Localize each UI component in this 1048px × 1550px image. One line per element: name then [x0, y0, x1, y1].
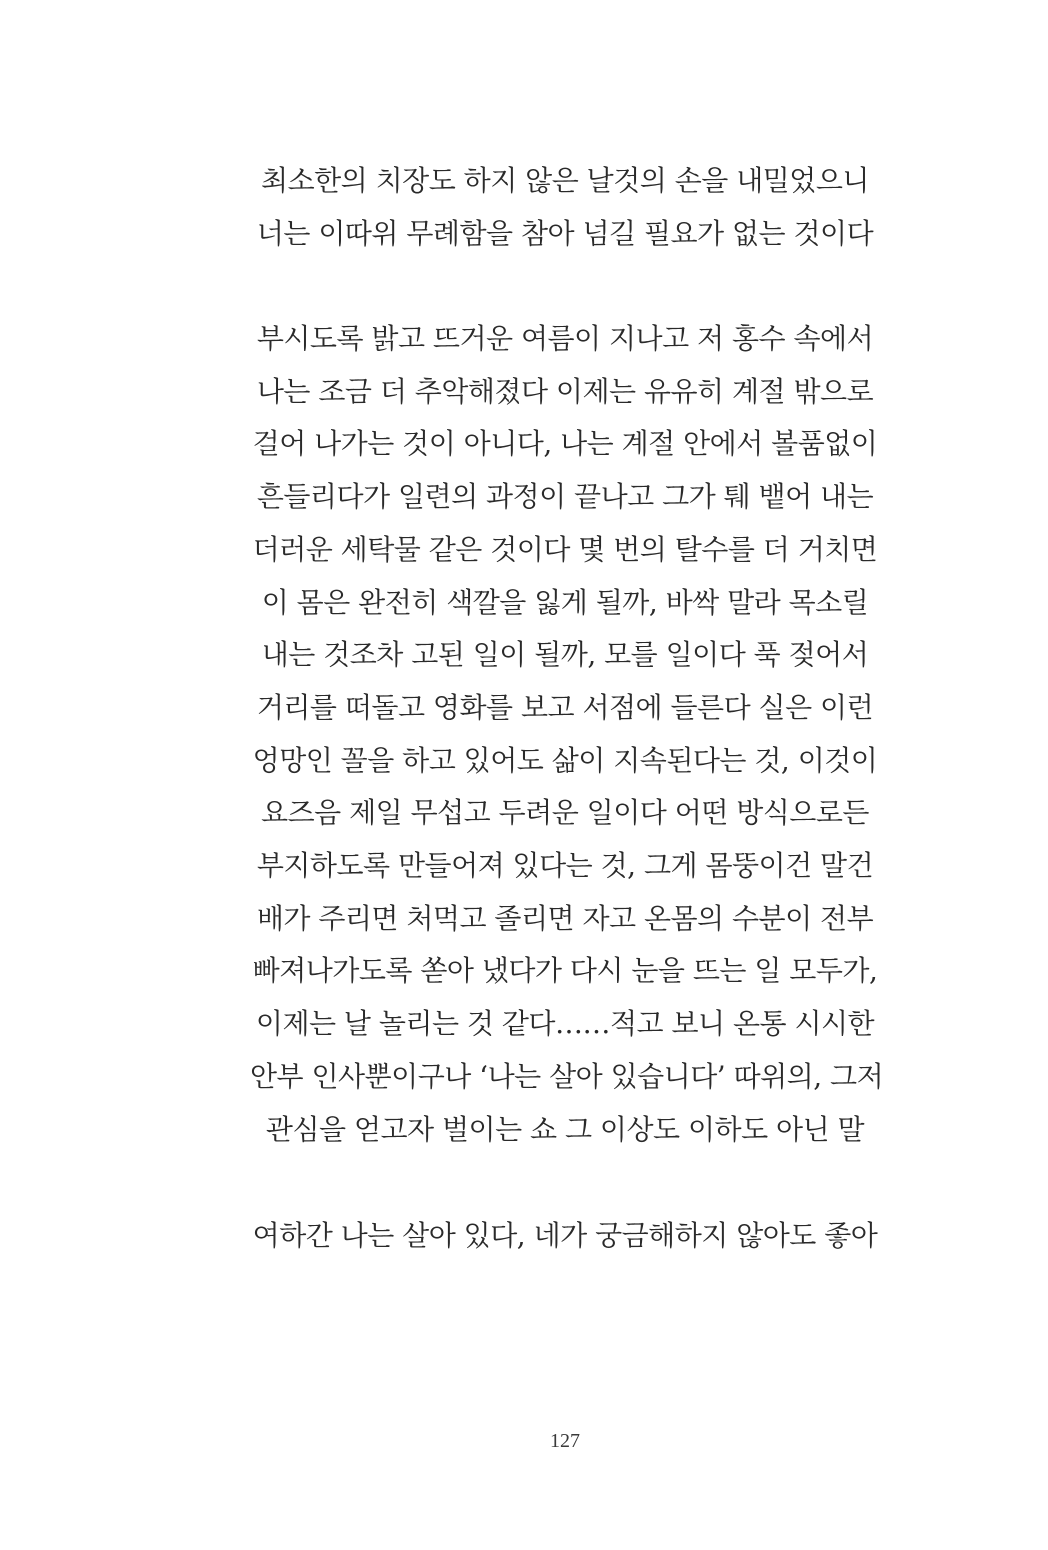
- poem-line: 관심을 얻고자 벌이는 쇼 그 이상도 이하도 아닌 말: [265, 1112, 865, 1146]
- poem-line: 더러운 세탁물 같은 것이다 몇 번의 탈수를 더 거치면: [252, 532, 878, 566]
- poem-line: 안부 인사뿐이구나 ‘나는 살아 있습니다’ 따위의, 그저: [250, 1059, 884, 1093]
- stanza-3: [250, 1210, 880, 1263]
- poem-line: 내는 것조차 고된 일이 될까, 모를 일이다 푹 젖어서: [261, 638, 869, 672]
- poem-line: 여하간 나는 살아 있다, 네가 궁금해하지 않아도 좋아: [252, 1219, 878, 1252]
- poem-line: 요즈음 제일 무섭고 두려운 일이다 어떤 방식으로든: [261, 796, 869, 830]
- poem-line: 너는 이따위 무례함을 참아 넘길 필요가 없는 것이다: [256, 216, 874, 250]
- poem-line: 배가 주리면 처먹고 졸리면 자고 온몸의 수분이 전부: [256, 901, 874, 935]
- poem-line: 걸어 나가는 것이 아니다, 나는 계절 안에서 볼품없이: [252, 427, 878, 461]
- poem-line: 나는 조금 더 추악해졌다 이제는 유유히 계절 밖으로: [256, 374, 874, 408]
- poem-line: 엉망인 꼴을 하고 있어도 삶이 지속된다는 것, 이것이: [252, 743, 878, 777]
- poem-line: 빠져나가도록 쏟아 냈다가 다시 눈을 뜨는 일 모두가,: [252, 954, 878, 988]
- poem-line: 거리를 떠돌고 영화를 보고 서점에 들른다 실은 이런: [256, 690, 874, 724]
- poem-line: 흔들리다가 일련의 과정이 끝나고 그가 퉤 뱉어 내는: [256, 480, 874, 514]
- stanza-2: [250, 313, 884, 1156]
- page-number: 127: [550, 1430, 580, 1452]
- poem-line: 이 몸은 완전히 색깔을 잃게 될까, 바싹 말라 목소릴: [261, 585, 869, 619]
- poem-line: 부지하도록 만들어져 있다는 것, 그게 몸뚱이건 말건: [256, 849, 874, 883]
- stanza-1: [250, 155, 880, 260]
- poem-line: 이제는 날 놀리는 것 같다……적고 보니 온통 시시한: [255, 1007, 875, 1041]
- poem-line: 부시도록 밝고 뜨거운 여름이 지나고 저 홍수 속에서: [256, 322, 874, 355]
- poem-line: 최소한의 치장도 하지 않은 날것의 손을 내밀었으니: [261, 164, 869, 197]
